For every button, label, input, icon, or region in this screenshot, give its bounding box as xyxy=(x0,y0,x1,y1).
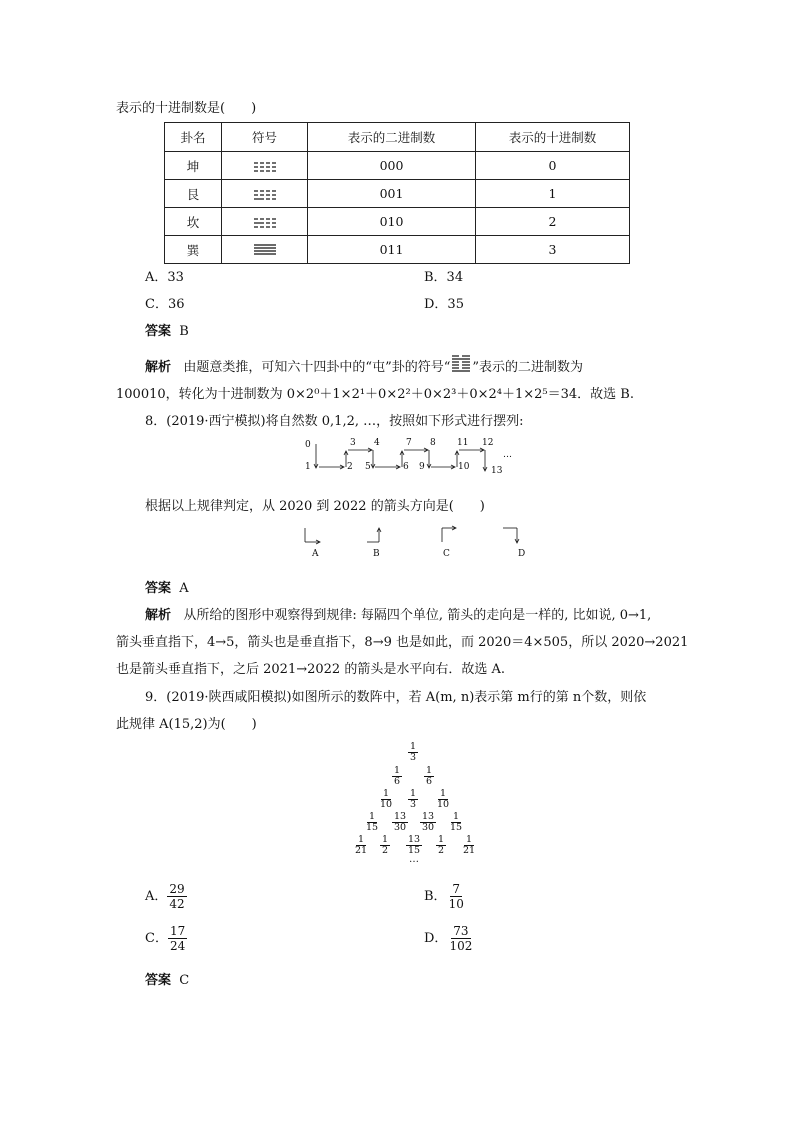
binary-value: 011 xyxy=(308,236,476,264)
tri-fraction: $\frac{1}{10}$ xyxy=(380,788,393,810)
q9-choice-a: A． $\frac{29}{42}$ xyxy=(145,882,185,911)
q8-question: 根据以上规律判定，从 2020 到 2022 的箭头方向是( ) xyxy=(145,499,485,514)
answer-label: 答案 xyxy=(145,324,172,339)
option-label: D xyxy=(518,549,526,559)
q9-stem-line2: 此规律 A(15,2)为( ) xyxy=(116,717,257,732)
header-cell: 卦名 xyxy=(165,123,222,152)
q8-analysis-line1 xyxy=(145,604,651,623)
q8-stem: 8．(2019·西宁模拟)将自然数 0,1,2, …，按照如下形式进行摆列: xyxy=(145,414,524,429)
tri-fraction: $\frac{1}{10}$ xyxy=(437,788,450,810)
option-a-arrow-icon xyxy=(305,528,320,544)
fig-number: … xyxy=(503,450,512,460)
answer-label: 答案 xyxy=(145,581,172,596)
q8-analysis-line3: 也是箭头垂直指下，之后 2021→2022 的箭头是水平向右．故选 A. xyxy=(116,662,505,677)
option-label: A xyxy=(312,549,319,559)
number-arrow-figure xyxy=(295,436,525,478)
fig-number: 4 xyxy=(374,438,380,448)
fig-number: 6 xyxy=(403,462,409,472)
kun-trigram-pair-icon xyxy=(222,152,308,180)
header-cell: 表示的十进制数 xyxy=(476,123,630,152)
decimal-value: 2 xyxy=(476,208,630,236)
header-cell: 符号 xyxy=(222,123,308,152)
option-label: B xyxy=(373,549,380,559)
binary-value: 000 xyxy=(308,152,476,180)
binary-value: 001 xyxy=(308,180,476,208)
decimal-value: 1 xyxy=(476,180,630,208)
analysis-label: 解析 xyxy=(145,608,172,623)
fig-number: 3 xyxy=(350,438,356,448)
fig-number: 5 xyxy=(365,462,371,472)
kan-trigram-pair-icon xyxy=(222,208,308,236)
gua-name: 坎 xyxy=(165,208,222,236)
tri-fraction: $\frac{1}{6}$ xyxy=(426,765,433,787)
option-b-arrow-icon xyxy=(367,528,381,542)
q7-stem: 表示的十进制数是( ) xyxy=(116,101,257,116)
answer-value: A xyxy=(179,581,189,596)
q8-answer xyxy=(145,577,189,596)
zhun-hexagram-icon xyxy=(450,354,472,374)
trigram-table xyxy=(164,122,630,264)
fig-number: 8 xyxy=(430,438,436,448)
tri-fraction: $\frac{13}{30}$ xyxy=(422,811,435,833)
q7-answer xyxy=(145,320,189,339)
option-c-arrow-icon xyxy=(442,526,456,542)
table-row xyxy=(165,152,630,180)
table-row xyxy=(165,208,630,236)
table-header-row xyxy=(165,123,630,152)
tri-fraction: $\frac{1}{3}$ xyxy=(410,741,417,763)
q9-choice-c: C． $\frac{17}{24}$ xyxy=(145,924,186,953)
decimal-value: 3 xyxy=(476,236,630,264)
tri-ellipsis: … xyxy=(409,854,419,865)
q9-stem-line1: 9．(2019·陕西咸阳模拟)如图所示的数阵中，若 A(m, n)表示第 m行的第 n个数，则依 xyxy=(145,690,647,705)
fig-number: 7 xyxy=(406,438,412,448)
decimal-value: 0 xyxy=(476,152,630,180)
analysis-label: 解析 xyxy=(145,360,172,375)
tri-fraction: $\frac{13}{30}$ xyxy=(394,811,407,833)
q7-analysis-line1 xyxy=(145,356,583,375)
gen-trigram-pair-icon xyxy=(222,180,308,208)
analysis-text: 从所给的图形中观察得到规律: 每隔四个单位, 箭头的走向是一样的, 比如说, 0→1, xyxy=(183,608,652,623)
option-d-arrow-icon xyxy=(503,528,519,543)
header-cell: 表示的二进制数 xyxy=(308,123,476,152)
fig-number: 11 xyxy=(457,438,469,448)
fig-number: 0 xyxy=(305,440,311,450)
fig-number: 9 xyxy=(419,462,425,472)
tri-fraction: $\frac{1}{15}$ xyxy=(450,811,463,833)
answer-value: B xyxy=(179,324,189,339)
analysis-text: ”表示的二进制数为 xyxy=(472,360,584,375)
choice-a: A．33 xyxy=(145,270,184,285)
choice-b: B．34 xyxy=(424,270,464,285)
q9-choice-d: D． $\frac{73}{102}$ xyxy=(424,924,473,953)
gua-name: 坤 xyxy=(165,152,222,180)
binary-value: 010 xyxy=(308,208,476,236)
analysis-text: 由题意类推，可知六十四卦中的“屯”卦的符号“ xyxy=(183,360,451,375)
fig-number: 13 xyxy=(491,466,503,476)
gua-name: 巽 xyxy=(165,236,222,264)
choice-c: C．36 xyxy=(145,297,185,312)
q9-answer xyxy=(145,969,189,988)
tri-fraction: $\frac{1}{2}$ xyxy=(382,834,389,856)
answer-label: 答案 xyxy=(145,973,172,988)
fig-number: 10 xyxy=(458,462,470,472)
tri-fraction: $\frac{1}{6}$ xyxy=(394,765,401,787)
fig-number: 2 xyxy=(347,462,353,472)
xun-trigram-pair-icon xyxy=(222,236,308,264)
tri-fraction: $\frac{1}{2}$ xyxy=(438,834,445,856)
choice-d: D．35 xyxy=(424,297,464,312)
answer-value: C xyxy=(179,973,190,988)
tri-fraction: $\frac{1}{15}$ xyxy=(366,811,379,833)
table-row xyxy=(165,180,630,208)
q8-analysis-line2: 箭头垂直指下，4→5，箭头也是垂直指下，8→9 也是如此，而 2020＝4×505，所以 2020→2021 xyxy=(116,635,689,650)
option-label: C xyxy=(443,549,450,559)
q7-analysis-line2: 100010，转化为十进制数为 0×2⁰＋1×2¹＋0×2²＋0×2³＋0×2⁴＋1×2⁵＝34．故选 B. xyxy=(116,387,634,402)
tri-fraction: $\frac{1}{3}$ xyxy=(410,788,417,810)
fraction-triangle xyxy=(350,742,480,867)
tri-fraction: $\frac{1}{21}$ xyxy=(463,834,476,856)
fig-number: 1 xyxy=(305,462,311,472)
fig-number: 12 xyxy=(482,438,494,448)
table-row xyxy=(165,236,630,264)
tri-fraction: $\frac{1}{21}$ xyxy=(355,834,368,856)
arrow-options-figure xyxy=(295,522,535,562)
gua-name: 艮 xyxy=(165,180,222,208)
tri-fraction: $\frac{13}{15}$ xyxy=(408,834,421,856)
q9-choice-b: B． $\frac{7}{10}$ xyxy=(424,882,464,911)
